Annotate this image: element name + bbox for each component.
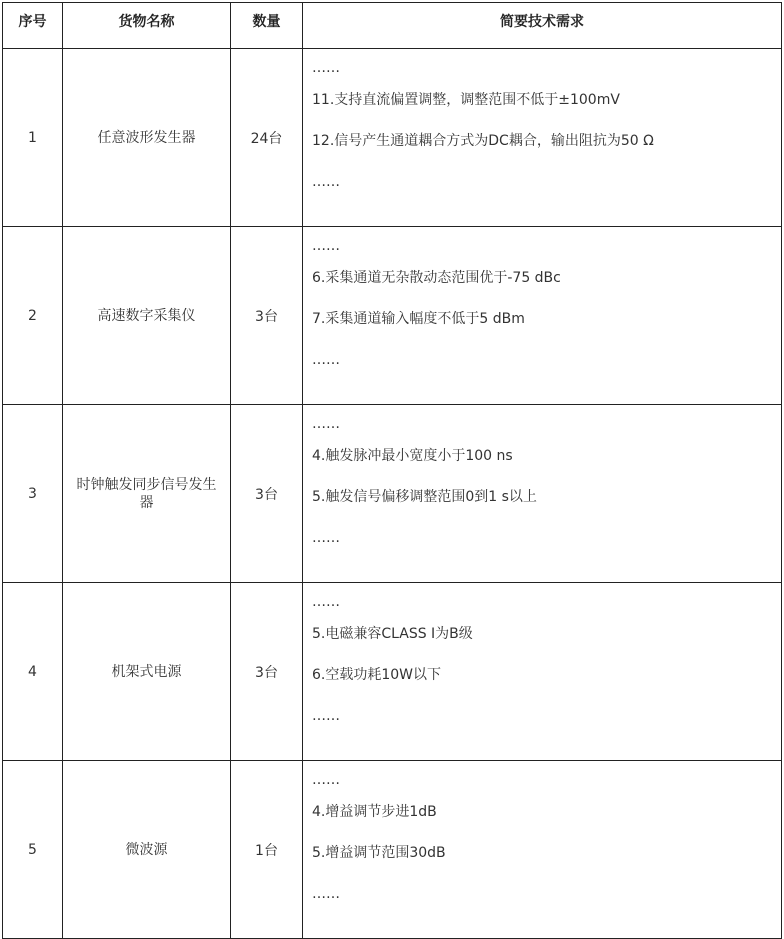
row-name: 微波源 <box>63 761 231 939</box>
table-row <box>3 583 782 761</box>
requirement-line: 4.触发脉冲最小宽度小于100 ns <box>312 448 513 464</box>
table-row <box>3 761 782 939</box>
requirement-line: …… <box>312 238 340 254</box>
row-requirements <box>303 761 782 939</box>
requirement-line: 7.采集通道输入幅度不低于5 dBm <box>312 311 525 327</box>
requirement-line: 11.支持直流偏置调整，调整范围不低于±100mV <box>312 92 620 108</box>
row-index: 3 <box>3 405 63 583</box>
requirement-line: 5.触发信号偏移调整范围0到1 s以上 <box>312 489 537 505</box>
requirement-line: 6.空载功耗10W以下 <box>312 667 442 683</box>
requirement-line: …… <box>312 530 340 546</box>
row-requirements <box>303 227 782 405</box>
requirement-line: …… <box>312 174 340 190</box>
row-index: 5 <box>3 761 63 939</box>
requirement-line: 6.采集通道无杂散动态范围优于-75 dBc <box>312 270 561 286</box>
requirement-line: …… <box>312 60 340 76</box>
row-name: 机架式电源 <box>63 583 231 761</box>
row-index: 2 <box>3 227 63 405</box>
requirement-line: …… <box>312 594 340 610</box>
row-quantity: 1台 <box>231 761 303 939</box>
requirement-line: …… <box>312 886 340 902</box>
row-requirements <box>303 49 782 227</box>
header-name: 货物名称 <box>63 3 231 49</box>
row-name: 任意波形发生器 <box>63 49 231 227</box>
row-quantity: 24台 <box>231 49 303 227</box>
header-requirements: 简要技术需求 <box>303 3 782 49</box>
requirement-line: …… <box>312 416 340 432</box>
row-requirements <box>303 405 782 583</box>
procurement-table <box>2 2 782 939</box>
table-row <box>3 49 782 227</box>
row-name: 时钟触发同步信号发生器 <box>63 405 231 583</box>
header-row <box>3 3 782 49</box>
requirement-line: 4.增益调节步进1dB <box>312 804 437 820</box>
requirement-line: …… <box>312 352 340 368</box>
requirement-line: …… <box>312 708 340 724</box>
requirement-line: 12.信号产生通道耦合方式为DC耦合，输出阻抗为50 Ω <box>312 133 654 149</box>
row-requirements <box>303 583 782 761</box>
row-quantity: 3台 <box>231 583 303 761</box>
header-index: 序号 <box>3 3 63 49</box>
row-index: 4 <box>3 583 63 761</box>
row-index: 1 <box>3 49 63 227</box>
table-row <box>3 405 782 583</box>
requirement-line: 5.电磁兼容CLASS I为B级 <box>312 626 473 642</box>
row-name: 高速数字采集仪 <box>63 227 231 405</box>
row-quantity: 3台 <box>231 405 303 583</box>
row-quantity: 3台 <box>231 227 303 405</box>
requirement-line: …… <box>312 772 340 788</box>
table-row <box>3 227 782 405</box>
requirement-line: 5.增益调节范围30dB <box>312 845 446 861</box>
header-quantity: 数量 <box>231 3 303 49</box>
